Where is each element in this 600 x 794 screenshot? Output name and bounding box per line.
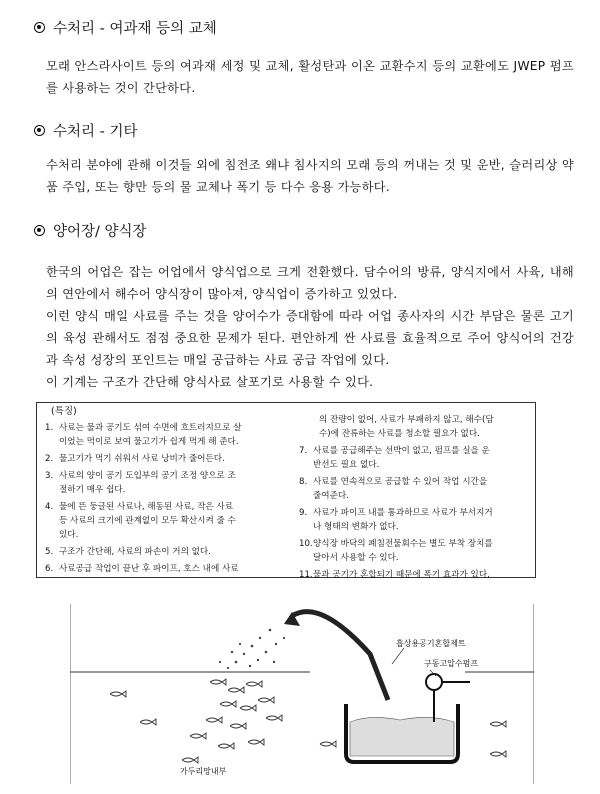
paragraph: 수처리 분야에 관해 이것들 외에 침전조 왜냐 침사지의 모래 등의 꺼내는 것 및 운반, 슬러리상 약품 주입, 또는 향만 등의 물 교체나 폭기 등 다수 응용 가능하다. — [46, 158, 574, 194]
feature-line: 달아서 사용할 수 있다. — [313, 553, 399, 563]
feature-number: 5. — [45, 547, 54, 557]
feature-number: 4. — [45, 502, 54, 512]
feature-line: 사료를 연속적으로 공급할 수 있어 작업 시간을 — [313, 477, 488, 487]
feature-item — [299, 537, 531, 565]
paragraph: 이 기계는 구조가 간단해 양식사료 살포기로 사용할 수 있다. — [46, 375, 374, 389]
features-right-column — [299, 413, 531, 585]
feature-line: 물고기가 먹기 쉬워서 사료 낭비가 줄어든다. — [59, 454, 225, 464]
feature-line: 줄여준다. — [313, 491, 349, 501]
pump-icon — [426, 674, 442, 690]
feed-in-tank — [350, 717, 454, 756]
section-heading-fishfarm — [34, 220, 147, 241]
features-left-column — [45, 421, 285, 579]
features-title: (특징) — [51, 406, 77, 417]
feature-item — [299, 506, 531, 534]
feature-line: 의 잔량이 없어, 사료가 부패하지 않고, 해수(담 — [319, 415, 494, 425]
section-heading-filter — [34, 17, 217, 38]
section-title: 수처리 - 기타 — [53, 124, 138, 140]
feature-line: 사료의 양이 공기 도입부의 공기 조정 양으로 조 — [59, 471, 236, 481]
feature-line: 있다. — [59, 530, 79, 540]
feature-line: 이었는 먹이로 보여 물고기가 쉽게 먹게 해 준다. — [59, 437, 239, 447]
feature-line: 물에 뜬 둥글된 사료나, 해동된 사료, 작은 사료 — [59, 502, 234, 512]
leader-line — [392, 648, 404, 664]
paragraph: 모래 안스라사이트 등의 여과재 세정 및 교체, 활성탄과 이온 교환수지 등의 교환에도 JWEP 펌프를 사용하는 것이 간단하다. — [46, 59, 574, 95]
feature-item — [45, 562, 285, 576]
features-box — [36, 402, 536, 578]
feature-line: 양식장 바닥의 폐침전물회수는 별도 부착 장치를 — [313, 539, 493, 549]
section-body-other — [46, 154, 574, 198]
ejector-label: 흡상용공기혼합제트 — [396, 639, 466, 648]
feature-item — [45, 469, 285, 497]
feeder-diagram — [70, 604, 534, 784]
feature-line: 사료를 공급해주는 선박이 없고, 펌프를 실을 운 — [313, 446, 490, 456]
feature-line: 물과 공기가 혼합되기 때문에 폭기 효과가 있다. — [313, 570, 490, 580]
feature-line: 반선도 필요 없다. — [313, 460, 380, 470]
bullet-icon — [34, 22, 45, 33]
feature-line: 절하기 매우 쉽다. — [59, 485, 126, 495]
bullet-icon — [34, 125, 45, 136]
feature-item — [299, 444, 531, 472]
section-body-filter — [46, 55, 574, 99]
spray-pipe — [292, 612, 388, 700]
section-body-fishfarm — [46, 261, 574, 393]
feature-item — [45, 500, 285, 542]
feature-number: 10. — [299, 539, 313, 549]
paragraph: 이런 양식 매일 사료를 주는 것을 양어수가 증대함에 따라 어업 종사자의 시간 부담은 물론 고기의 육성 관해서도 점점 중요한 문제가 된다. 편안하게 싼 사료를 효율적으로 주어 양식어의 건강과 속성 성장의 포인트는 매일 공급하는 사료 공급 작업에 있다. — [46, 309, 574, 367]
feature-line: 수)에 잔류하는 사료를 청소할 필요가 없다. — [319, 429, 480, 439]
section-title: 양어장/ 양식장 — [53, 224, 147, 240]
spray-particles — [219, 629, 285, 669]
feature-number: 9. — [299, 508, 308, 518]
feature-line: 나 형태의 변화가 없다. — [313, 522, 399, 532]
feature-line: 사료가 파이프 내를 통과하므로 사료가 부서지거 — [313, 508, 493, 518]
pump-label: 구동고압수펌프 — [424, 659, 479, 668]
feature-line: 사료는 물과 공기도 섞여 수면에 흐트러지므로 살 — [59, 423, 242, 433]
feature-number: 11. — [299, 570, 313, 580]
feature-item — [45, 452, 285, 466]
feature-number: 2. — [45, 454, 54, 464]
feature-number: 6. — [45, 564, 54, 574]
feature-item — [45, 545, 285, 559]
feature-number: 3. — [45, 471, 54, 481]
feature-item — [45, 421, 285, 449]
paragraph: 한국의 어업은 잡는 어업에서 양식업으로 크게 전환했다. 담수어의 방류, 양식지에서 사육, 내해의 연안에서 해수어 양식장이 많아져, 양식업이 증가하고 있었다. — [46, 265, 574, 301]
feature-item — [299, 568, 531, 582]
section-title: 수처리 - 여과재 등의 교체 — [53, 21, 217, 37]
feature-number: 1. — [45, 423, 54, 433]
feature-item — [299, 475, 531, 503]
feature-number: 7. — [299, 446, 308, 456]
feature-line: 구조가 간단해, 사료의 파손이 거의 없다. — [59, 547, 211, 557]
feature-number: 8. — [299, 477, 308, 487]
feature-line: 등 사료의 크기에 관계없이 모두 확산시켜 줄 수 — [59, 516, 236, 526]
bullet-icon — [34, 225, 45, 236]
net-label: 가두리망내부 — [180, 767, 227, 776]
feature-line: 사료공급 작업이 끝난 후 파이프, 호스 내에 사료 — [59, 564, 239, 574]
feature-continuation — [299, 413, 531, 441]
section-heading-other — [34, 120, 138, 141]
